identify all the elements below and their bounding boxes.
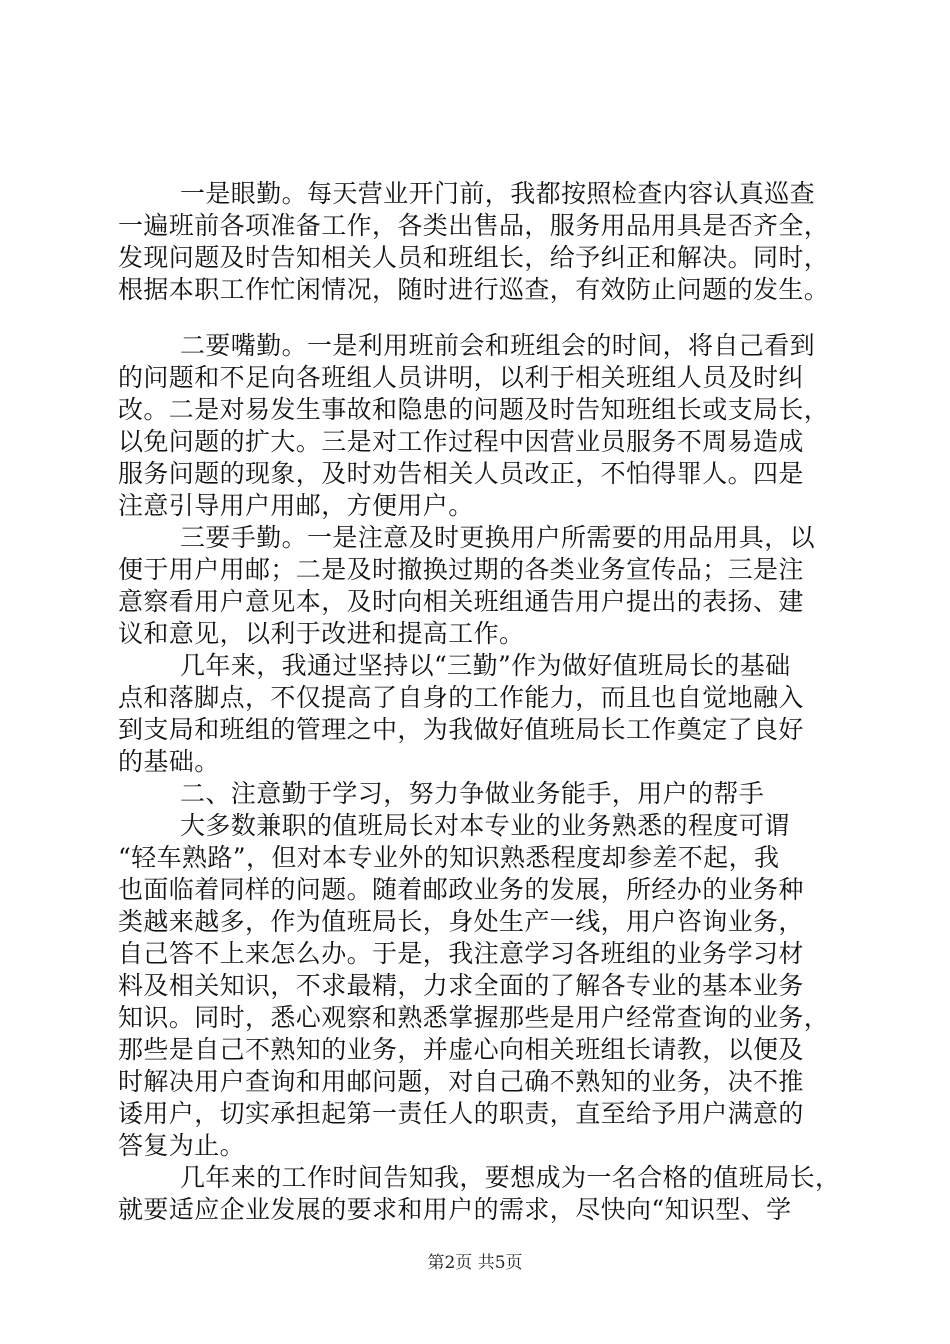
paragraph-4-line-1: 几年来，我通过坚持以“三勤”作为做好值班局长的基础: [180, 651, 791, 680]
paragraph-2-line-1: 二要嘴勤。一是利用班前会和班组会的时间，将自己看到: [180, 331, 816, 360]
paragraph-3-line-3: 意察看用户意见本，及时向相关班组通告用户提出的表扬、建: [118, 587, 804, 616]
paragraph-3-line-2: 便于用户用邮；二是及时撤换过期的各类业务宣传品；三是注: [118, 555, 804, 584]
paragraph-3-line-1: 三要手勤。一是注意及时更换用户所需要的用品用具，以: [180, 523, 816, 552]
paragraph-1-line-2: 一遍班前各项准备工作，各类出售品，服务用品用具是否齐全，: [118, 211, 830, 240]
paragraph-1-line-4: 根据本职工作忙闲情况，随时进行巡查，有效防止问题的发生。: [118, 275, 830, 304]
paragraph-5-line-7: 知识。同时，悉心观察和熟悉掌握那些是用户经常查询的业务，: [118, 1003, 830, 1032]
paragraph-5-line-9: 时解决用户查询和用邮问题，对自己确不熟知的业务，决不推: [118, 1067, 804, 1096]
paragraph-2-line-6: 注意引导用户用邮，方便用户。: [118, 491, 474, 520]
paragraph-5-line-10: 诿用户，切实承担起第一责任人的职责，直至给予用户满意的: [118, 1099, 804, 1128]
paragraph-1-line-1: 一是眼勤。每天营业开门前，我都按照检查内容认真巡查: [180, 179, 816, 208]
section-heading: 二、注意勤于学习，努力争做业务能手，用户的帮手: [180, 779, 765, 808]
paragraph-6-line-2: 就要适应企业发展的要求和用户的需求，尽快向“知识型、学: [118, 1195, 792, 1224]
paragraph-5-line-5: 自己答不上来怎么办。于是，我注意学习各班组的业务学习材: [118, 939, 804, 968]
paragraph-2-line-5: 服务问题的现象，及时劝告相关人员改正，不怕得罪人。四是: [118, 459, 804, 488]
paragraph-5-line-1: 大多数兼职的值班局长对本专业的业务熟悉的程度可谓: [180, 811, 790, 840]
paragraph-2-line-3: 改。二是对易发生事故和隐患的问题及时告知班组长或支局长，: [118, 395, 830, 424]
paragraph-3-line-4: 议和意见，以利于改进和提高工作。: [118, 619, 525, 648]
page-number-footer: 第2页 共5页: [427, 1253, 523, 1273]
paragraph-5-line-8: 那些是自己不熟知的业务，并虚心向相关班组长请教，以便及: [118, 1035, 804, 1064]
paragraph-5-line-4: 类越来越多，作为值班局长，身处生产一线，用户咨询业务，: [118, 907, 804, 936]
paragraph-4-line-3: 到支局和班组的管理之中，为我做好值班局长工作奠定了良好: [118, 715, 804, 744]
paragraph-5-line-2: “轻车熟路”，但对本专业外的知识熟悉程度却参差不起，我: [118, 843, 780, 872]
paragraph-5-line-6: 料及相关知识，不求最精，力求全面的了解各专业的基本业务: [118, 971, 804, 1000]
paragraph-4-line-4: 的基础。: [118, 747, 220, 776]
paragraph-1-line-3: 发现问题及时告知相关人员和班组长，给予纠正和解决。同时，: [118, 243, 830, 272]
paragraph-6-line-1: 几年来的工作时间告知我，要想成为一名合格的值班局长，: [180, 1163, 841, 1192]
paragraph-2-line-2: 的问题和不足向各班组人员讲明，以利于相关班组人员及时纠: [118, 363, 804, 392]
paragraph-5-line-11: 答复为止。: [118, 1131, 246, 1160]
paragraph-4-line-2: 点和落脚点，不仅提高了自身的工作能力，而且也自觉地融入: [118, 683, 804, 712]
paragraph-2-line-4: 以免问题的扩大。三是对工作过程中因营业员服务不周易造成: [118, 427, 804, 456]
paragraph-5-line-3: 也面临着同样的问题。随着邮政业务的发展，所经办的业务种: [118, 875, 804, 904]
